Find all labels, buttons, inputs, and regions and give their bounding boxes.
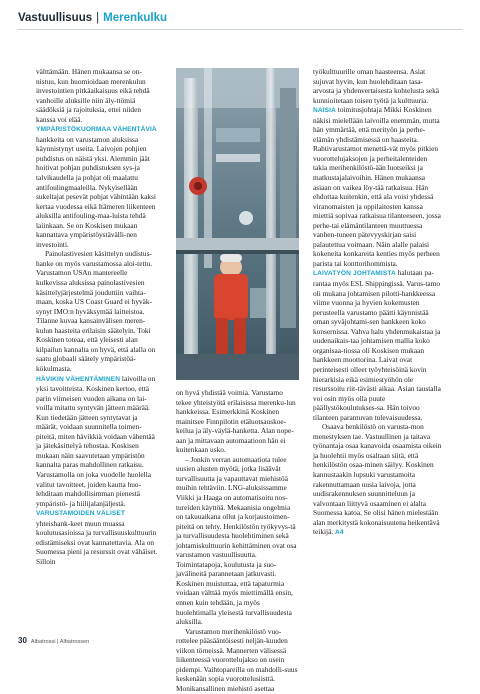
paragraph: välttämään. Hänen mukaansa se on-nistuu, kun huomioidaan merenkulun investointien pitkäaikaisuus eikä tehdä vanhoille aluksille niin äly-ttömiä säädöksiä ja rajoituksia, ettei niiden kanssa voi elää. bbox=[36, 67, 150, 124]
paragraph: työkulttuurille oman haasteensa. Asiat sujuvat hyvin, kun huolehditaan tasa-arvosta ja yhdenvertaisesta kohtelusta sekä kunnioitetaan toisen työtä ja kulttuuria. bbox=[313, 67, 440, 105]
paragraph: on hyvä yhdistää voimia. Varustamo tekee yhteistyötä erilaisissa merenku-lun hankkeissa. Esimerkkinä Koskinen mainitsee Finnpilotin etäluotsauskoe-keilua ja äly-väylä-hanketta. Alan nope-aan ja mittavaan automaatioon hän ei kuitenkaan usko. bbox=[176, 388, 296, 455]
paragraph: Painolastivesien käsittelyn uudistus-hanke on myös varustamossa aloi-tettu. Varustamon USAn mantereelle kulkevissa aluksissa painolastivesien käsittelyjärjestelmä jouduttiin vaihta-maan, koska US Coast Guard ei hyväk-synyt IMO:n hyväksymää laitteistoa. Tilanne kuvaa kansainvälisen meren-kulun haasteita erilaisin säätelyin. Toki Koskinen toteaa, että yleisesti alan kilpailun kannalta on hyvä, että alalla on saatu globaali säätely ympäristöä-kökulmasta. bbox=[36, 249, 156, 373]
lead-in: YMPÄRISTÖKUORMAA VÄHENTÄVIÄ bbox=[36, 126, 157, 134]
magazine-name: Albatrossi | Albatrossen bbox=[30, 639, 90, 645]
paragraph-text: hankkeita on varustamon aluksissa käynnistynyt useita. Laivojen pohjien puhdistus on näistä yksi. Aiemmin jäät hoitivat pohjan puhdistuksen sys-ja talvikaudella ja pohjat oli maalattu antifoulingmaaleilla. Nykyisellään sukeltajat pesevät pohjat vähintään kaksi kertaa vuodessa eikä Itämeren liikenteen aluksilla antifouling-maa-luista tehdä laiinkaan. Se on Koskisen mukaan kannattava ympäristöystävälli-nen investointi. bbox=[36, 134, 156, 249]
subsection-title: Merenkulku bbox=[103, 12, 168, 24]
text-column-3 bbox=[313, 67, 443, 538]
text-column-1 bbox=[36, 67, 160, 566]
paragraph bbox=[313, 422, 443, 538]
page-number: 30 bbox=[18, 636, 27, 645]
author-signoff: A4 bbox=[335, 529, 344, 537]
section-title: Vastuullisuus bbox=[18, 12, 93, 24]
lead-in: NAISIA bbox=[313, 107, 336, 115]
paragraph-text: toimitusjohtaja Mikki Koskinen näkisi mielellään laivoilla enemmän, mutta hän ymmärtää, että merityön ja perhe-elämän yhdistämisessä on haasteita. Rahtivarustamot menettä-vät myös pitkien vuorottelujaksojen ja perheitalenteiden takia merihenkilöstö-ään luotseiksi ja matkustajalaivoihin. Hänen mukaansa asiaan on vaikea löy-tää ratkaisua. Hän ehdottaa kuitenkin, että ala voisi yhdessä viranomaisten ja oppilaitosten kanssa miettiä sopivaa ratkaisua tilanteeseen, jossa perhe-tai elämäntilanteen muuttuessa vanhen-tuneen pätevyyskirjan saisi palautettua voimaan. Näin alalle palaisi kokeneita konkareita kenties myös perheen parista tai konttorihommista. bbox=[313, 105, 441, 268]
paragraph bbox=[313, 105, 443, 268]
lead-in: LAIVATYÖN JOHTAMISTA bbox=[313, 270, 396, 278]
page-footer bbox=[18, 636, 318, 650]
page-header bbox=[18, 8, 462, 30]
paragraph-text: halutaan pa-rantaa myös ESL Shippingissä. Varus-tamo oli mukana johtamisen pilotti-hankkeessa viime vuonna ja hyvien kokemusten perusteella varustamo päätti käynnistää oman syväjohtami-sen hankkeen koko konsernissa. Vahva halu yhdenmukaistaa ja uudenaikais-taa johtamisen mallia koko organisaa-tiossa oli Koskisen mukaan hankkeen moottorina. Laivat ovat perinteisesti olleet työyhteisöinä kovin hierarkisia eikä esimiestyöhön ole resurssoitu riit-tävästi aikaa. Asian taustalla voi osin myös olla puute päällystökoulutukses-sa. Hän toivoo tilanteen parantuvan tulevaisuudessa. bbox=[313, 268, 441, 422]
engine-room-photo bbox=[176, 68, 299, 380]
paragraph: Varustamon merihenkilöstö vuo-rottelee pääsääntöisesti neljän-kuuden viikon törneissä. Mannerten välisessä liikenteessä vuorottelujakso on usein pidempi. Vaihtopareilla on mahdolli-suus keskenään sopia vuorottelusiisttä. Monikansallinen miehistö asettaa bbox=[176, 626, 298, 693]
lead-in: HÄVIKIN VÄHENTÄMINEN bbox=[36, 375, 121, 383]
header-separator: | bbox=[96, 12, 100, 24]
paragraph bbox=[313, 268, 443, 422]
paragraph bbox=[36, 508, 160, 566]
paragraph-text: Osaava henkilöstö on varusta-mon menestyksen tae. Vastuullinen ja taitava työnantaja osaa kanavoida osaamista oikein ja huolehtii myös osaltaan siitä, että henkilöstön osaa-minen säilyy. Koskinen kannustaakin lupsuki varustamoita rakennuttamaan uusia laivoja, jotta uudisrakennuksen suunnitteluun ja valvontaan liittyvä osaaminen ei alalta Suomessa katoa. Se olisi hänen mielestään alan merkitystä kokonaisuutena heikentävä teikijä. bbox=[313, 422, 442, 537]
paragraph bbox=[36, 374, 160, 509]
paragraph bbox=[36, 124, 160, 249]
paragraph: – Jonkin verran automaatiota tulee uusien alusten myötä, jotka lisäävät turvallisuutta ja vapauttavat miehistöä muihin tehtäviin. LNG-aluksissamme Viikki ja Haaga on automatisoitu nos-tureiden käyttöä. Mekaanisia ongelmia on takuuaikana ollut ja korjaustoimen-piteitä on tehty. Henkilöstön työkyvys-tä ja turvallisuudesta huolehtiminen sekä johtamiskulttuurin kehittäminen ovat osa varustamon vastuullisuutta. Toimintatapoja, koulutusta ja suo-javälineitä parannetaan jatkuvasti. Koskinen muistuttaa, että tapaturmia voidaan välttää myös miettimällä ensin, ennen kuin tehdään, ja myös huolehtimalla yleisestä turvallisuudesta aluksilla. bbox=[176, 454, 297, 627]
engine-room-illustration bbox=[176, 68, 299, 380]
paragraph-text: laivoilla on yksi tavoitteista. Koskinen kertoo, että parin viimeisen vuoden aikana on lai-voilla mitattu syntyvän jätteen määrää. Kun tiedetään jätteen syntytavat ja määrät, voidaan suunnitella toimen-piteitä, miten hävikkiä voidaan vähentää ja jätekäsittelyä tehostaa. Koskisen mukaan näin saavutetaan ympäristön kannalta paras mahdollinen ratkaisu. Varustamolla on joka vuodelle huolella valitut tavoitteet, joiden kautta huo-lehditaan mahdollisimman pienestä ympäristö- ja hiilijalanjäljestä. bbox=[36, 373, 156, 508]
paragraph-text: yhteishank-keet muun muassa koulutusasioissa ja turvallisuuskulttuurin edistämiseksi ovat kannatettavia. Ala on Suomessa pieni ja resurssit ovat vähäiset. Silloin bbox=[36, 518, 158, 566]
lead-in: VARUSTAMOIDEN VÄLISET bbox=[36, 510, 126, 518]
